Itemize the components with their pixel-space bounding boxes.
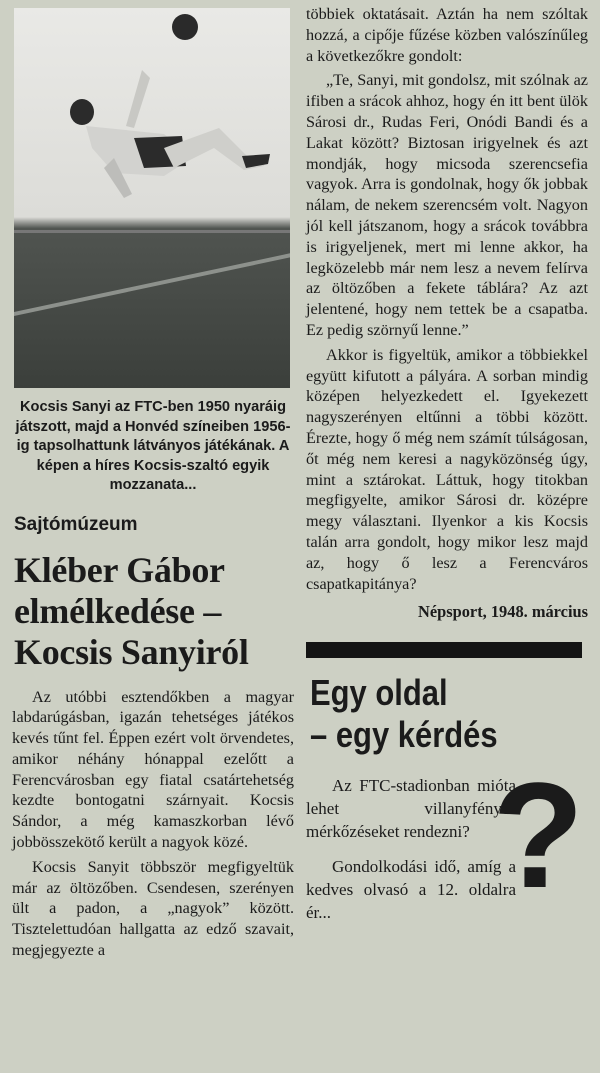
section-rubric: Sajtómúzeum [14,513,138,535]
divider-bar [306,642,582,658]
paragraph: Az utóbbi esztendőkben a magyar labdarúgásban, igazán tehetséges játékos kevés tűnt fel. Éppen ezért volt örvendetes, amikor néhány hónappal ezelőtt a Ferencvárosban egy fiatal csatártehetség kezdte bontogatni szárnyait. Kocsis Sándor, a még kamaszkorban lévő jobbösszekötő került a nagyok közé. [12,687,294,852]
article-body-left [12,687,294,961]
left-column [12,8,294,961]
article-headline: Kléber Gábor elmélkedése – Kocsis Sanyiról [14,549,249,672]
quiz-title-line: Egy oldal [310,672,448,714]
article-source: Népsport, 1948. március [418,602,588,622]
question-mark-icon: ? [492,751,584,920]
bicycle-kick-photo [14,8,290,388]
paragraph: többiek oktatásait. Aztán ha nem szóltak hozzá, a cipője fűzése közben valószínűleg a következőkre gondolt: [306,5,588,65]
right-column [306,4,588,924]
quiz-question: Az FTC-stadionban mióta lehet villanyfényes mérkőzéseket rendezni? [306,776,516,842]
paragraph: Akkor is figyeltük, amikor a többiekkel együtt kifutott a pályára. A sorban mindig középen helyezkedett el. Igyekezett nagyszerényen eltűnni a többi között. Érezte, hogy ő még nem számít túlságosan, őt még nem keresi a nagyközönség úgy, mint a sztárokat. Láttuk, hogy titokban megfigyelte, amikor Sárosi dr. középre megy választani. Ilyenkor a kis Kocsis talán arra gondolt, hogy mikor lesz majd az, hogy ő lesz a Ferencváros csapatkapitánya? [306,345,588,593]
paragraph: Kocsis Sanyit többször megfigyeltük már az öltözőben. Csendesen, szerényen ült a padon, a „nagyok” között. Tisztelettudóan hallgatta az edző szavait, megjegyezte a [12,857,294,960]
quiz-box-title [310,672,549,756]
article-body-right [306,4,588,594]
photo-caption: Kocsis Sanyi az FTC-ben 1950 nyaráig játszott, majd a Honvéd színeiben 1956-ig tapsolhattunk látványos játékának. A képen a híres Kocsis-szaltó egyik mozzanata... [15,399,291,493]
quiz-box [306,751,588,924]
quiz-hint: Gondolkodási idő, amíg a kedves olvasó a 12. oldalra ér... [306,857,516,923]
paragraph: „Te, Sanyi, mit gondolsz, mit szólnak az ifiben a srácok ahhoz, hogy én itt bent ülök Sárosi dr., Rudas Feri, Onódi Bandi és a Lakat között? Biztosan irigyelnek és azt mondják, hogy micsoda szerencsefia vagyok. Arra is gondolnak, hogy ők jobbak nálam, de nekem szerencsém volt. Nagyon jól kell játszanom, hogy a srácok továbbra is irigyeljenek, mert mi lenne akkor, ha legközelebb már nem lesz a nevem felírva az öltözőben a fekete táblára? Az azt jelentené, hogy nem tettek be a csapatba. Ez pedig szörnyű lenne.” [306,71,588,339]
player-silhouette-icon [14,8,290,388]
quiz-title-line: – egy kérdés [310,714,498,756]
